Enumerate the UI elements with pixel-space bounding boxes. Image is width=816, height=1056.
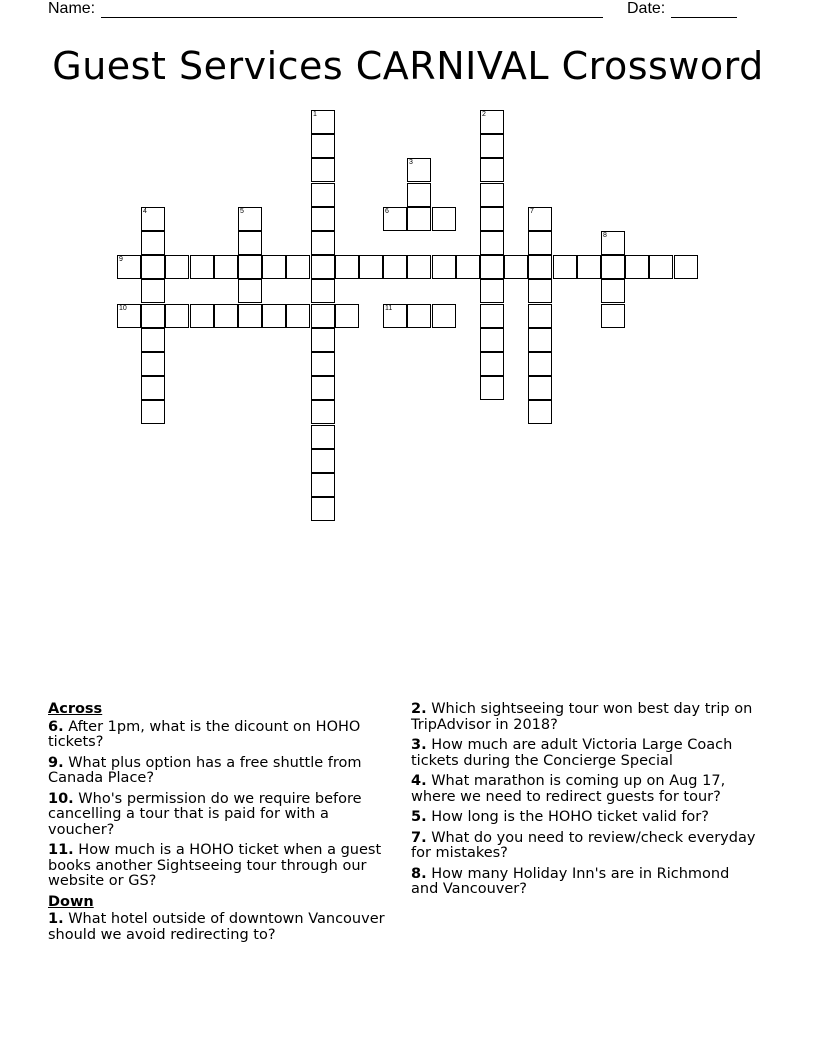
across-heading: Across [48, 701, 103, 717]
grid-cell[interactable] [480, 376, 504, 400]
clue-item-number: 4. [411, 773, 427, 789]
grid-cell[interactable] [407, 158, 431, 182]
grid-cell[interactable] [311, 183, 335, 207]
clue-item-number: 7. [411, 829, 427, 846]
grid-cell[interactable] [407, 255, 431, 279]
grid-cell[interactable] [141, 255, 165, 279]
clue-item-text: What hotel outside of downtown Vancouver should we avoid redirecting to? [48, 911, 385, 943]
grid-cell[interactable] [432, 207, 456, 231]
grid-cell[interactable] [504, 255, 528, 279]
grid-cell[interactable] [311, 328, 335, 352]
grid-cell[interactable] [432, 304, 456, 328]
grid-cell[interactable] [480, 328, 504, 352]
clue-item-text: How much is a HOHO ticket when a guest books another Sightseeing tour through our website or GS? [48, 842, 382, 889]
clue-item-number: 9. [48, 754, 64, 771]
grid-cell[interactable] [238, 255, 262, 279]
clue-item [48, 756, 396, 787]
clue-item-number: 8. [411, 865, 427, 882]
grid-cell[interactable] [262, 304, 286, 328]
down-clue-list-start [48, 912, 396, 943]
grid-cell[interactable] [625, 255, 649, 279]
grid-cell[interactable] [383, 304, 407, 328]
grid-cell[interactable] [238, 231, 262, 255]
grid-cell[interactable] [262, 255, 286, 279]
grid-cell[interactable] [141, 231, 165, 255]
grid-cell[interactable] [480, 255, 504, 279]
grid-cell[interactable] [480, 158, 504, 182]
grid-cell[interactable] [649, 255, 673, 279]
clue-item-text: Who's permission do we require before cancelling a tour that is paid for with a voucher? [48, 790, 362, 838]
grid-cell[interactable] [528, 207, 552, 231]
clue-number: 11 [385, 305, 393, 312]
clue-item [411, 810, 761, 826]
grid-cell[interactable] [311, 110, 335, 134]
grid-cell[interactable] [286, 255, 310, 279]
grid-cell[interactable] [480, 231, 504, 255]
clue-item-number: 11. [48, 842, 74, 858]
grid-cell[interactable] [528, 376, 552, 400]
name-label: Name: [48, 0, 96, 17]
clue-number: 4 [143, 208, 147, 215]
grid-cell[interactable] [238, 304, 262, 328]
grid-cell[interactable] [141, 279, 165, 303]
page-title: Guest Services CARNIVAL Crossword [52, 44, 764, 88]
clue-item [48, 912, 396, 943]
clue-item [48, 792, 396, 839]
grid-cell[interactable] [311, 304, 335, 328]
clue-number: 3 [409, 159, 413, 166]
across-clue-list [48, 720, 396, 890]
clue-item [411, 774, 761, 805]
down-heading: Down [48, 893, 94, 910]
clue-item-text: How many Holiday Inn's are in Richmond and Vancouver? [411, 865, 730, 897]
grid-cell[interactable] [117, 304, 141, 328]
grid-cell[interactable] [311, 279, 335, 303]
clue-item-text: What do you need to review/check everyday for mistakes? [411, 829, 756, 861]
grid-cell[interactable] [601, 279, 625, 303]
grid-cell[interactable] [190, 255, 214, 279]
clue-number: 6 [385, 208, 389, 215]
clue-item [48, 843, 396, 890]
grid-cell[interactable] [165, 304, 189, 328]
clue-item-text: How much are adult Victoria Large Coach tickets during the Concierge Special [411, 737, 733, 769]
clue-item [411, 867, 761, 898]
clue-item-text: What marathon is coming up on Aug 17, where we need to redirect guests for tour? [411, 773, 726, 805]
grid-cell[interactable] [311, 400, 335, 424]
grid-cell[interactable] [407, 183, 431, 207]
date-label: Date: [627, 0, 666, 17]
clue-item [48, 720, 396, 751]
clue-item [411, 702, 761, 733]
grid-cell[interactable] [383, 255, 407, 279]
clue-item-number: 10. [48, 790, 74, 807]
clue-number: 9 [119, 256, 123, 263]
grid-cell[interactable] [141, 400, 165, 424]
grid-cell[interactable] [335, 255, 359, 279]
grid-cell[interactable] [577, 255, 601, 279]
clue-number: 5 [240, 208, 244, 215]
clue-number: 8 [603, 232, 607, 239]
grid-cell[interactable] [238, 279, 262, 303]
clue-item-number: 3. [411, 737, 427, 753]
grid-cell[interactable] [407, 304, 431, 328]
grid-cell[interactable] [480, 304, 504, 328]
grid-cell[interactable] [141, 328, 165, 352]
grid-cell[interactable] [456, 255, 480, 279]
clues-right-column [411, 702, 761, 903]
clue-item-number: 5. [411, 809, 427, 825]
grid-cell[interactable] [528, 400, 552, 424]
clue-item [411, 738, 761, 769]
grid-cell[interactable] [432, 255, 456, 279]
grid-cell[interactable] [553, 255, 577, 279]
grid-cell[interactable] [674, 255, 698, 279]
grid-cell[interactable] [214, 255, 238, 279]
grid-cell[interactable] [528, 352, 552, 376]
grid-cell[interactable] [407, 207, 431, 231]
grid-cell[interactable] [117, 255, 141, 279]
grid-cell[interactable] [601, 231, 625, 255]
grid-cell[interactable] [311, 449, 335, 473]
clue-item [411, 831, 761, 862]
grid-cell[interactable] [311, 352, 335, 376]
clue-item-text: How long is the HOHO ticket valid for? [426, 809, 709, 825]
grid-cell[interactable] [528, 279, 552, 303]
grid-cell[interactable] [311, 497, 335, 521]
grid-cell[interactable] [141, 304, 165, 328]
grid-cell[interactable] [311, 207, 335, 231]
grid-cell[interactable] [601, 304, 625, 328]
clue-number: 10 [119, 305, 127, 312]
grid-cell[interactable] [480, 279, 504, 303]
clue-item-text: What plus option has a free shuttle from Canada Place? [48, 754, 362, 786]
grid-cell[interactable] [214, 304, 238, 328]
clue-number: 2 [482, 111, 486, 118]
clues-left-column [48, 702, 396, 948]
grid-cell[interactable] [335, 304, 359, 328]
grid-cell[interactable] [359, 255, 383, 279]
grid-cell[interactable] [311, 376, 335, 400]
grid-cell[interactable] [528, 255, 552, 279]
grid-cell[interactable] [480, 110, 504, 134]
clue-item-text: After 1pm, what is the dicount on HOHO tickets? [48, 718, 361, 750]
clue-item-text: Which sightseeing tour won best day trip on TripAdvisor in 2018? [411, 701, 753, 733]
grid-cell[interactable] [165, 255, 189, 279]
grid-cell[interactable] [480, 183, 504, 207]
grid-cell[interactable] [383, 207, 407, 231]
grid-cell[interactable] [480, 134, 504, 158]
grid-cell[interactable] [141, 352, 165, 376]
grid-cell[interactable] [528, 328, 552, 352]
clue-item-number: 6. [48, 718, 64, 735]
clue-item-number: 1. [48, 911, 64, 927]
grid-cell[interactable] [311, 231, 335, 255]
grid-cell[interactable] [311, 255, 335, 279]
grid-cell[interactable] [480, 207, 504, 231]
grid-cell[interactable] [311, 473, 335, 497]
down-clue-list [411, 702, 761, 898]
grid-cell[interactable] [141, 376, 165, 400]
grid-cell[interactable] [601, 255, 625, 279]
grid-cell[interactable] [311, 134, 335, 158]
grid-cell[interactable] [528, 304, 552, 328]
grid-cell[interactable] [238, 207, 262, 231]
grid-cell[interactable] [141, 207, 165, 231]
grid-cell[interactable] [311, 158, 335, 182]
grid-cell[interactable] [528, 231, 552, 255]
grid-cell[interactable] [190, 304, 214, 328]
grid-cell[interactable] [286, 304, 310, 328]
clue-number: 7 [530, 208, 534, 215]
clue-number: 1 [313, 111, 317, 118]
grid-cell[interactable] [480, 352, 504, 376]
clue-item-number: 2. [411, 701, 427, 717]
grid-cell[interactable] [311, 425, 335, 449]
